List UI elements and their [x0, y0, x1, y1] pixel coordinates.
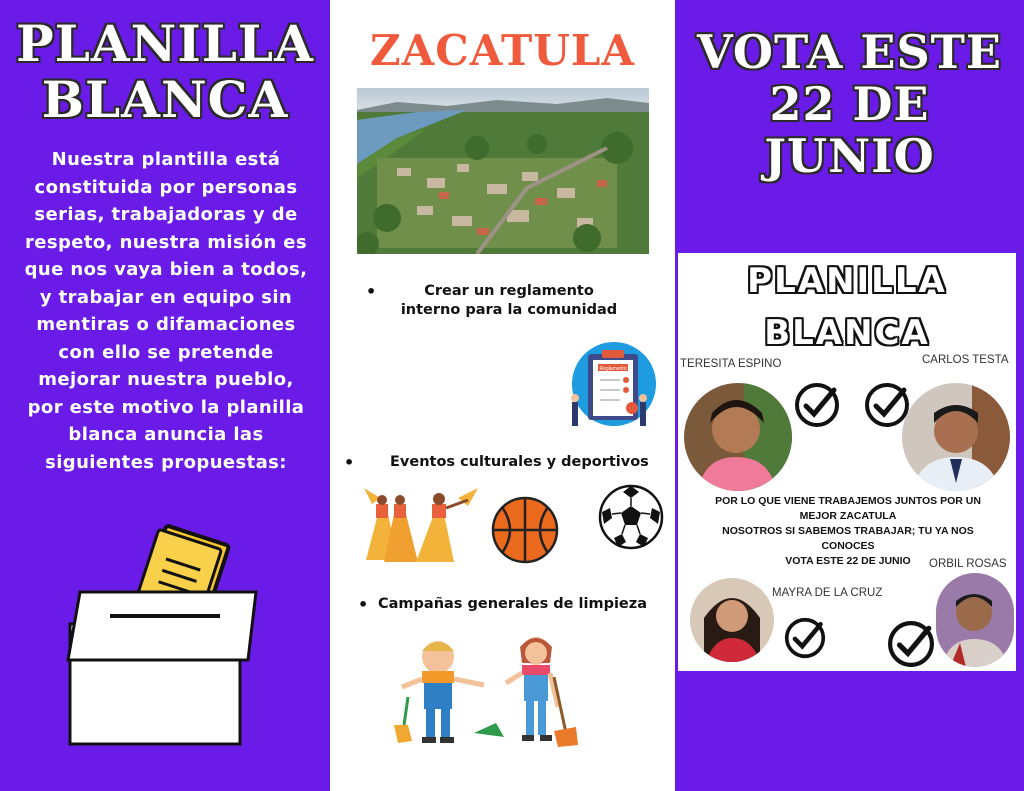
vote-title-line2: 22 DE [769, 77, 930, 131]
left-title-line1: PLANILLA [16, 14, 314, 73]
bullet-dot: • [344, 453, 355, 472]
basketball-icon [490, 495, 560, 565]
message-line: VOTA ESTE 22 DE JUNIO [785, 555, 911, 567]
ballot-box-icon [60, 524, 270, 754]
left-title-line2: BLANCA [41, 70, 289, 129]
candidate-photo [936, 573, 1014, 667]
proposal-text: Crear un reglamento interno para la comunidad [400, 283, 618, 318]
candidate-name: ORBIL ROSAS [929, 558, 1007, 570]
checkmark-icon [864, 382, 910, 428]
soccer-ball-icon [598, 484, 664, 550]
message-line: CONOCES [821, 540, 875, 552]
proposal-item [344, 453, 675, 472]
candidate-photo [690, 578, 774, 662]
kids-cleaning-icon [394, 627, 584, 752]
bullet-dot: • [358, 595, 369, 614]
message-line: POR LO QUE VIENE TRABAJEMOS JUNTOS POR UN [715, 495, 981, 507]
candidate-photo [902, 383, 1010, 491]
candidate-name: MAYRA DE LA CRUZ [772, 587, 883, 599]
checkmark-icon [794, 382, 840, 428]
town-title: ZACATULA [370, 26, 635, 75]
proposal-item [360, 282, 660, 320]
candidate-photo [684, 383, 792, 491]
left-title [0, 16, 330, 128]
campaign-message [698, 494, 998, 569]
checkmark-icon [784, 617, 826, 659]
vote-title-line1: VOTA ESTE [697, 25, 1002, 79]
message-line: MEJOR ZACATULA [799, 510, 897, 522]
candidate-name: TERESITA ESPINO [680, 358, 782, 370]
vote-title-line3: JUNIO [764, 129, 935, 183]
dancers-icon [358, 484, 488, 568]
bullet-dot: • [366, 282, 377, 301]
right-panel [675, 0, 1024, 791]
checkmark-icon [887, 620, 935, 668]
vote-title [675, 26, 1024, 182]
candidate-name: CARLOS TESTA [922, 354, 1009, 366]
card-title-line1: PLANILLA [747, 261, 947, 301]
card-title [678, 255, 1016, 359]
clipboard-icon [562, 340, 658, 436]
proposal-item [358, 595, 668, 614]
proposal-text: Campañas generales de limpieza [378, 596, 647, 612]
left-panel [0, 0, 330, 791]
mission-text: Nuestra plantilla está constituida por personas serias, trabajadoras y de respeto, nuestra misión es que nos vaya bien a todos, y trabajar en equipo sin mentiras o difamaciones con ello se pretende mejorar nuestra pueblo, por este motivo la planilla blanca anuncia las siguientes propuestas: [24, 149, 308, 473]
message-line: NOSOTROS SI SABEMOS TRABAJAR; TU YA NOS [722, 525, 974, 537]
aerial-town-photo [357, 88, 649, 254]
candidates-card [678, 253, 1016, 671]
clipboard-label: Reglamento [599, 366, 627, 372]
middle-panel [330, 0, 675, 791]
proposal-text: Eventos culturales y deportivos [390, 454, 649, 470]
card-title-line2: BLANCA [764, 313, 930, 353]
